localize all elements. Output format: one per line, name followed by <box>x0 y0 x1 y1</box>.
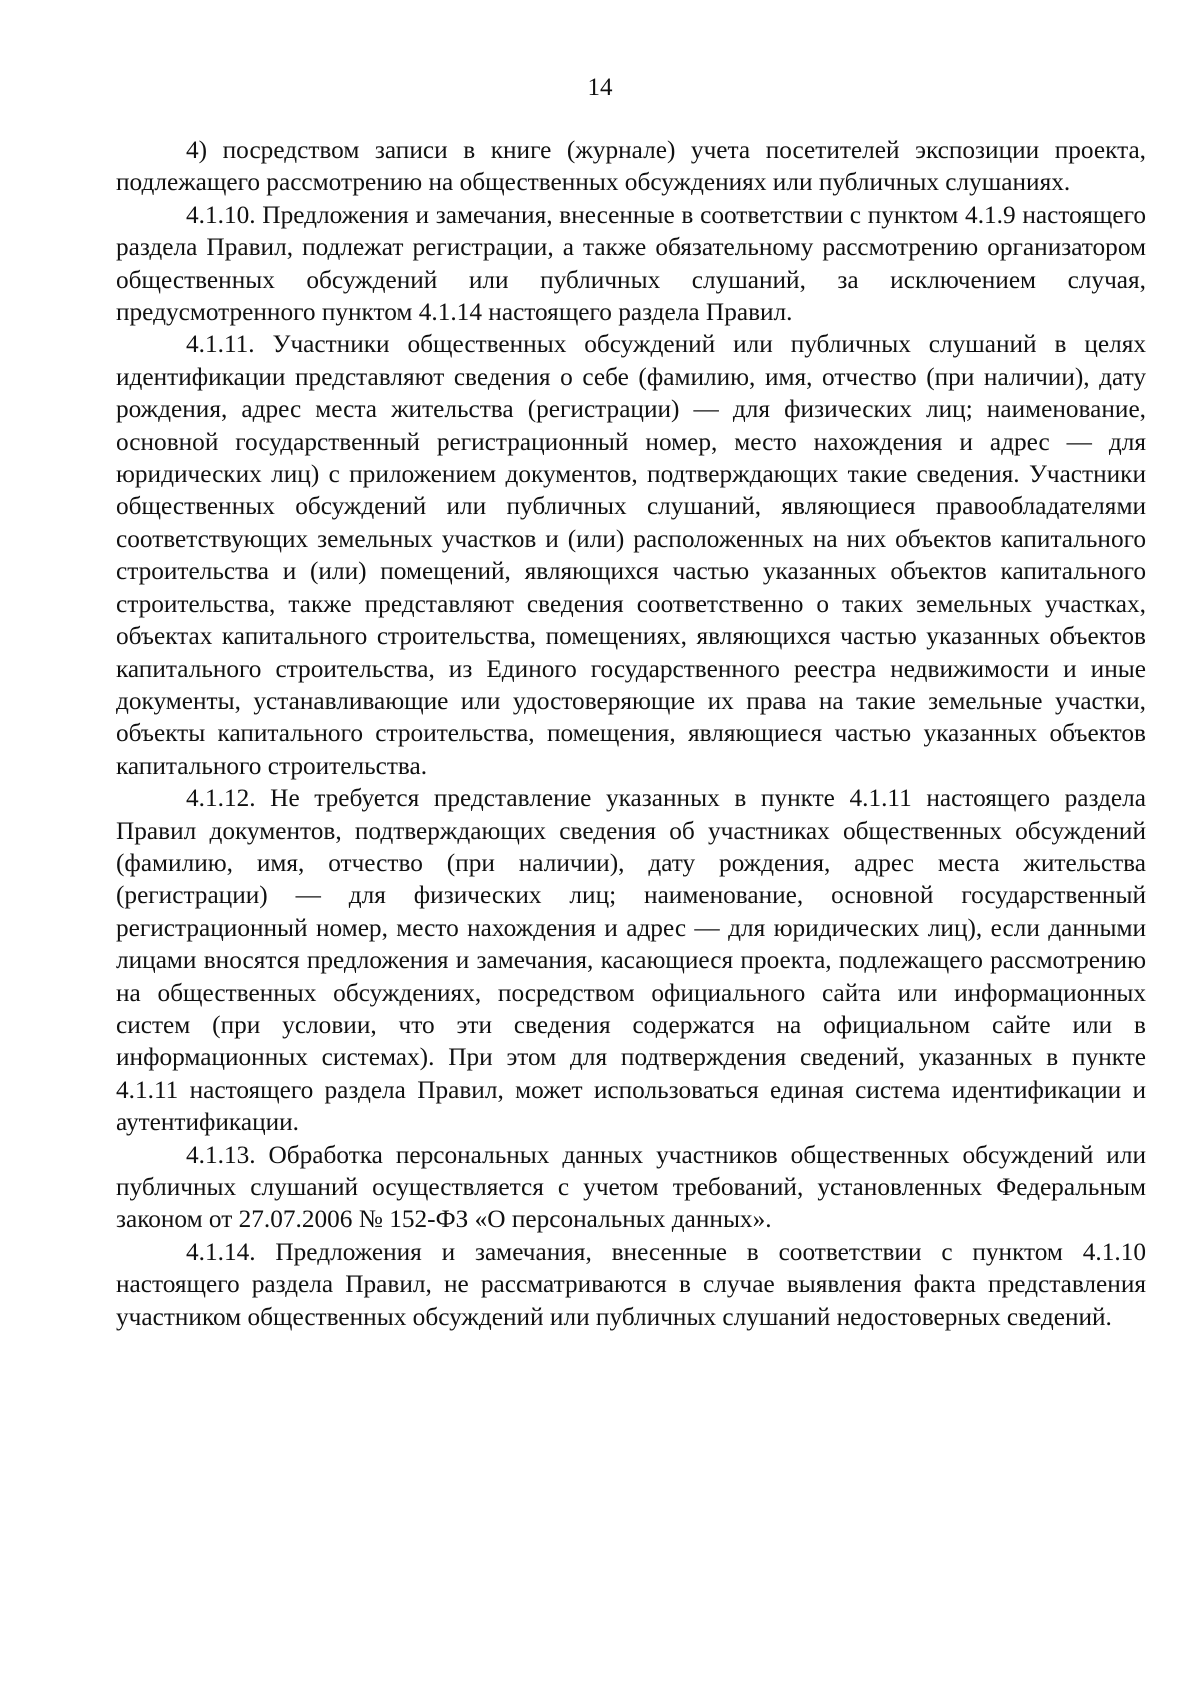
paragraph-4-1-11: 4.1.11. Участники общественных обсуждений или публичных слушаний в целях идентификации представляют сведения о себе (фамилию, имя, отчество (при наличии), дату рождения, адрес места жительства (регистрации) — для физических лиц; наименование, основной государственный регистрационный номер, место нахождения и адрес — для юридических лиц) с приложением документов, подтверждающих такие сведения. Участники общественных обсуждений или публичных слушаний, являющиеся правообладателями соответствующих земельных участков и (или) расположенных на них объектов капитального строительства и (или) помещений, являющихся частью указанных объектов капитального строительства, также представляют сведения соответственно о таких земельных участках, объектах капитального строительства, помещениях, являющихся частью указанных объектов капитального строительства, из Единого государственного реестра недвижимости и иные документы, устанавливающие или удостоверяющие их права на такие земельные участки, объекты капитального строительства, помещения, являющиеся частью указанных объектов капитального строительства. <box>116 330 1146 780</box>
paragraph-item-4: 4) посредством записи в книге (журнале) учета посетителей экспозиции проекта, подлежащего рассмотрению на общественных обсуждениях или публичных слушаниях. <box>116 136 1146 197</box>
page-number: 14 <box>587 74 613 101</box>
paragraph-4-1-10: 4.1.10. Предложения и замечания, внесенные в соответствии с пунктом 4.1.9 настоящего раздела Правил, подлежат регистрации, а также обязательному рассмотрению организатором общественных обсуждений или публичных слушаний, за исключением случая, предусмотренного пунктом 4.1.14 настоящего раздела Правил. <box>116 200 1146 327</box>
paragraph-4-1-13: 4.1.13. Обработка персональных данных участников общественных обсуждений или публичных слушаний осуществляется с учетом требований, установленных Федеральным законом от 27.07.2006 № 152-ФЗ «О персональных данных». <box>116 1140 1146 1234</box>
document-body <box>116 134 1146 1333</box>
paragraph-4-1-12: 4.1.12. Не требуется представление указанных в пункте 4.1.11 настоящего раздела Правил документов, подтверждающих сведения об участниках общественных обсуждений (фамилию, имя, отчество (при наличии), дату рождения, адрес места жительства (регистрации) — для физических лиц; наименование, основной государственный регистрационный номер, место нахождения и адрес — для юридических лиц), если данными лицами вносятся предложения и замечания, касающиеся проекта, подлежащего рассмотрению на общественных обсуждениях, посредством официального сайта или информационных систем (при условии, что эти сведения содержатся на официальном сайте или в информационных системах). При этом для подтверждения сведений, указанных в пункте 4.1.11 настоящего раздела Правил, может использоваться единая система идентификации и аутентификации. <box>116 784 1146 1137</box>
paragraph-4-1-14: 4.1.14. Предложения и замечания, внесенные в соответствии с пунктом 4.1.10 настоящего раздела Правил, не рассматриваются в случае выявления факта представления участником общественных обсуждений или публичных слушаний недостоверных сведений. <box>116 1237 1146 1331</box>
